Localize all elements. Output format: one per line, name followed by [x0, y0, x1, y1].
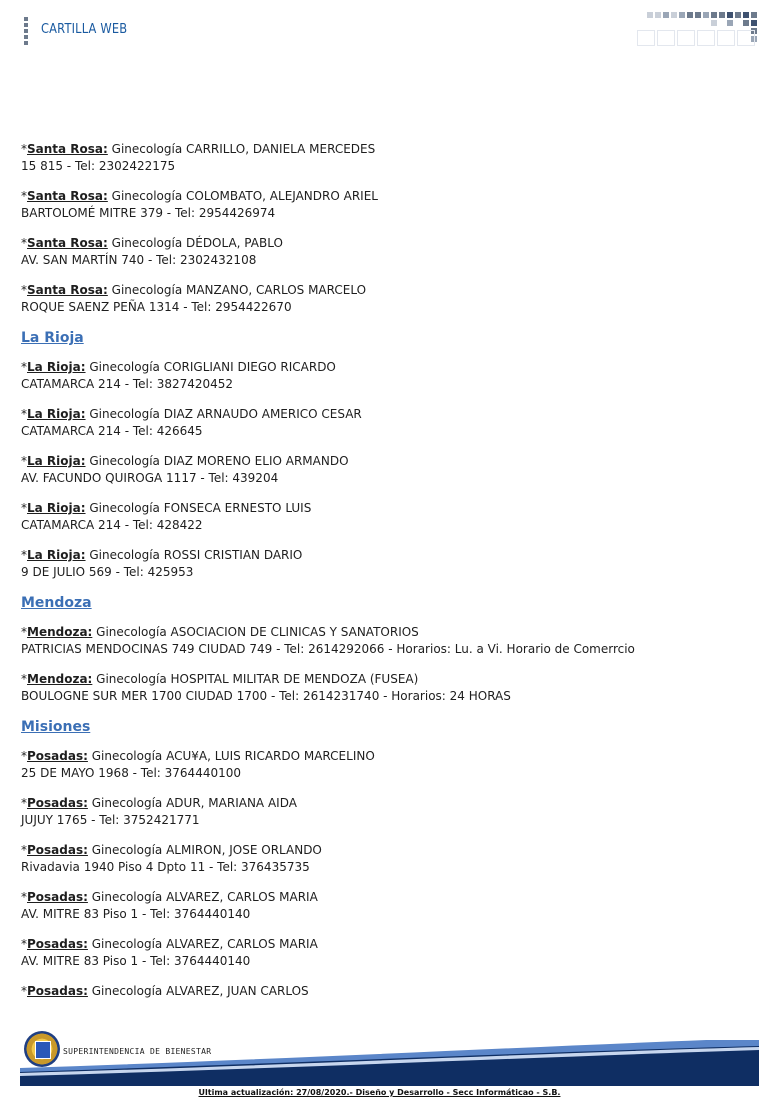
provider-name: Ginecología ALVAREZ, CARLOS MARIA: [87, 937, 318, 951]
province-heading[interactable]: Misiones: [21, 719, 91, 735]
provider-entry: [21, 282, 741, 316]
page-header: [0, 0, 759, 60]
provider-line: *La Rioja: Ginecología ROSSI CRISTIAN DARIO: [21, 548, 303, 562]
provider-entry: [21, 406, 741, 440]
provider-entry: [21, 188, 741, 222]
provider-address: Rivadavia 1940 Piso 4 Dpto 11 - Tel: 376435735: [21, 860, 310, 874]
provider-name: Ginecología ALVAREZ, JUAN CARLOS: [87, 984, 309, 998]
locality-label: Mendoza:: [27, 625, 93, 639]
provider-name: Ginecología DIAZ MORENO ELIO ARMANDO: [85, 454, 349, 468]
provider-address: BARTOLOMÉ MITRE 379 - Tel: 2954426974: [21, 206, 276, 220]
provider-entry: [21, 453, 741, 487]
provider-name: Ginecología ACU¥A, LUIS RICARDO MARCELINO: [87, 749, 375, 763]
provider-name: Ginecología ADUR, MARIANA AIDA: [87, 796, 297, 810]
provider-entry: [21, 936, 741, 970]
locality-label: Santa Rosa:: [27, 189, 108, 203]
provider-name: Ginecología ROSSI CRISTIAN DARIO: [85, 548, 303, 562]
locality-label: Mendoza:: [27, 672, 93, 686]
provider-entry: [21, 671, 741, 705]
provider-entry: [21, 547, 741, 581]
provider-address: BOULOGNE SUR MER 1700 CIUDAD 1700 - Tel: 2614231740 - Horarios: 24 HORAS: [21, 689, 511, 703]
provider-address: ROQUE SAENZ PEÑA 1314 - Tel: 2954422670: [21, 300, 292, 314]
provider-line: *Posadas: Ginecología ALMIRON, JOSE ORLANDO: [21, 843, 322, 857]
locality-label: Santa Rosa:: [27, 236, 108, 250]
provider-name: Ginecología CARRILLO, DANIELA MERCEDES: [107, 142, 376, 156]
provider-name: Ginecología MANZANO, CARLOS MARCELO: [107, 283, 367, 297]
provider-entry: [21, 983, 741, 1000]
locality-label: Santa Rosa:: [27, 283, 108, 297]
provider-address: 25 DE MAYO 1968 - Tel: 3764440100: [21, 766, 241, 780]
provider-name: Ginecología HOSPITAL MILITAR DE MENDOZA (FUSEA): [92, 672, 419, 686]
directory-list: [21, 141, 741, 1013]
provider-address: 9 DE JULIO 569 - Tel: 425953: [21, 565, 194, 579]
locality-label: Santa Rosa:: [27, 142, 108, 156]
header-accent-bar: [24, 17, 28, 47]
provider-address: JUJUY 1765 - Tel: 3752421771: [21, 813, 200, 827]
provider-address: AV. MITRE 83 Piso 1 - Tel: 3764440140: [21, 907, 251, 921]
provider-line: *Santa Rosa: Ginecología CARRILLO, DANIELA MERCEDES: [21, 142, 376, 156]
locality-label: Posadas:: [27, 937, 88, 951]
brand-title: CARTILLA WEB: [41, 22, 128, 37]
pixel-decoration: [637, 12, 759, 48]
provider-line: *La Rioja: Ginecología DIAZ MORENO ELIO ARMANDO: [21, 454, 349, 468]
provider-entry: [21, 235, 741, 269]
locality-label: La Rioja:: [27, 454, 86, 468]
provider-name: Ginecología ALVAREZ, CARLOS MARIA: [87, 890, 318, 904]
provider-entry: [21, 842, 741, 876]
provider-entry: [21, 795, 741, 829]
provider-line: *Posadas: Ginecología ADUR, MARIANA AIDA: [21, 796, 297, 810]
provider-entry: [21, 500, 741, 534]
provider-name: Ginecología COLOMBATO, ALEJANDRO ARIEL: [107, 189, 378, 203]
provider-entry: [21, 359, 741, 393]
institution-seal: [24, 1031, 60, 1067]
provider-name: Ginecología DIAZ ARNAUDO AMERICO CESAR: [85, 407, 362, 421]
provider-entry: [21, 141, 741, 175]
provider-address: AV. MITRE 83 Piso 1 - Tel: 3764440140: [21, 954, 251, 968]
provider-address: CATAMARCA 214 - Tel: 428422: [21, 518, 203, 532]
provider-line: *Santa Rosa: Ginecología COLOMBATO, ALEJANDRO ARIEL: [21, 189, 378, 203]
locality-label: Posadas:: [27, 843, 88, 857]
locality-label: Posadas:: [27, 890, 88, 904]
provider-name: Ginecología CORIGLIANI DIEGO RICARDO: [85, 360, 336, 374]
provider-line: *Posadas: Ginecología ACU¥A, LUIS RICARDO MARCELINO: [21, 749, 375, 763]
provider-line: *Mendoza: Ginecología ASOCIACION DE CLINICAS Y SANATORIOS: [21, 625, 419, 639]
locality-label: Posadas:: [27, 796, 88, 810]
provider-line: *La Rioja: Ginecología CORIGLIANI DIEGO RICARDO: [21, 360, 336, 374]
provider-address: CATAMARCA 214 - Tel: 3827420452: [21, 377, 234, 391]
province-heading[interactable]: Mendoza: [21, 595, 92, 611]
locality-label: La Rioja:: [27, 501, 86, 515]
locality-label: La Rioja:: [27, 548, 86, 562]
organization-name: SUPERINTENDENCIA DE BIENESTAR: [63, 1047, 212, 1056]
provider-line: *Santa Rosa: Ginecología DÉDOLA, PABLO: [21, 236, 283, 250]
locality-label: La Rioja:: [27, 407, 86, 421]
provider-line: *La Rioja: Ginecología FONSECA ERNESTO LUIS: [21, 501, 312, 515]
page-footer: [0, 1028, 759, 1101]
provider-line: *La Rioja: Ginecología DIAZ ARNAUDO AMERICO CESAR: [21, 407, 362, 421]
provider-name: Ginecología ASOCIACION DE CLINICAS Y SANATORIOS: [92, 625, 419, 639]
province-heading[interactable]: La Rioja: [21, 330, 84, 346]
provider-line: *Mendoza: Ginecología HOSPITAL MILITAR DE MENDOZA (FUSEA): [21, 672, 419, 686]
provider-address: CATAMARCA 214 - Tel: 426645: [21, 424, 203, 438]
provider-entry: [21, 748, 741, 782]
locality-label: Posadas:: [27, 984, 88, 998]
provider-address: 15 815 - Tel: 2302422175: [21, 159, 176, 173]
provider-name: Ginecología FONSECA ERNESTO LUIS: [85, 501, 312, 515]
provider-address: PATRICIAS MENDOCINAS 749 CIUDAD 749 - Tel: 2614292066 - Horarios: Lu. a Vi. Horario de Comerrcio: [21, 642, 635, 656]
provider-address: AV. SAN MARTÍN 740 - Tel: 2302432108: [21, 253, 257, 267]
provider-entry: [21, 624, 741, 658]
provider-line: *Posadas: Ginecología ALVAREZ, CARLOS MARIA: [21, 890, 318, 904]
provider-name: Ginecología ALMIRON, JOSE ORLANDO: [87, 843, 322, 857]
provider-name: Ginecología DÉDOLA, PABLO: [107, 236, 283, 250]
provider-address: AV. FACUNDO QUIROGA 1117 - Tel: 439204: [21, 471, 279, 485]
provider-line: *Posadas: Ginecología ALVAREZ, JUAN CARLOS: [21, 984, 309, 998]
locality-label: Posadas:: [27, 749, 88, 763]
provider-line: *Santa Rosa: Ginecología MANZANO, CARLOS MARCELO: [21, 283, 367, 297]
provider-entry: [21, 889, 741, 923]
provider-line: *Posadas: Ginecología ALVAREZ, CARLOS MARIA: [21, 937, 318, 951]
locality-label: La Rioja:: [27, 360, 86, 374]
last-updated: Ultima actualización: 27/08/2020.- Diseño y Desarrollo - Secc Informáticao - S.B.: [198, 1088, 561, 1097]
